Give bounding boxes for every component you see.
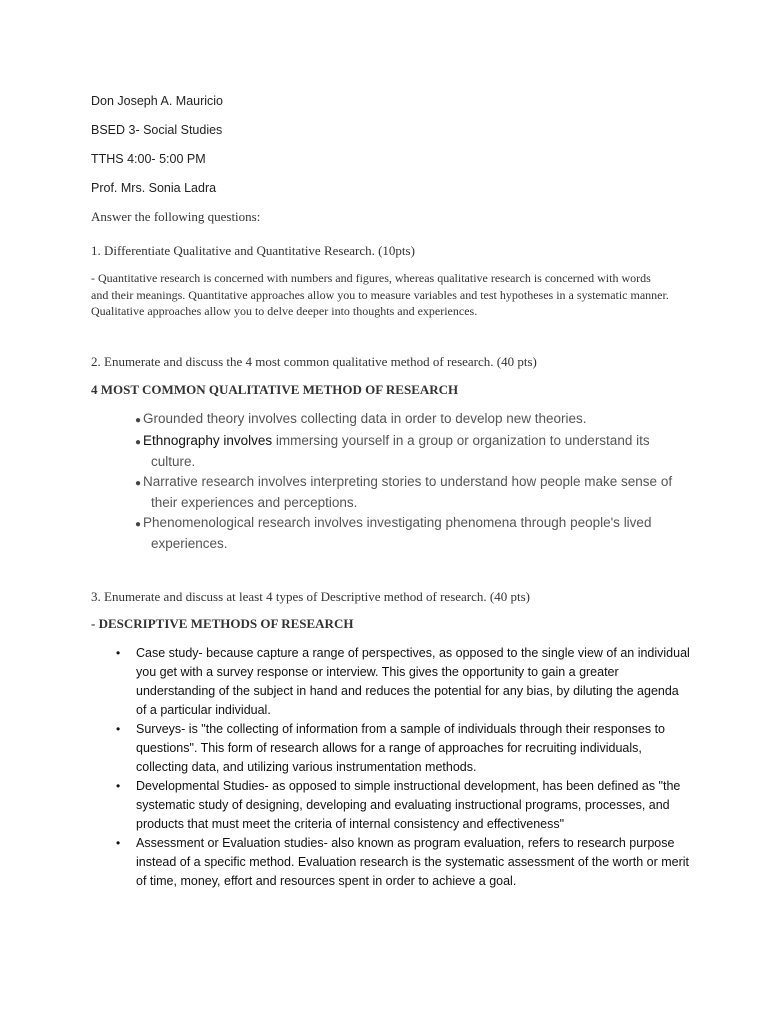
course-section: BSED 3- Social Studies — [91, 123, 223, 137]
question-3: 3. Enumerate and discuss at least 4 types of Descriptive method of research. (40 pts) — [91, 589, 530, 604]
descriptive-methods-list — [116, 644, 691, 891]
student-name: Don Joseph A. Mauricio — [91, 94, 224, 108]
bullet-icon: • — [116, 646, 121, 660]
list-item: ● Phenomenological research involves investigating phenomena through people's lived experiences. — [135, 514, 652, 551]
list-item: ● Narrative research involves interpreting stories to understand how people make sense of their experiences and perceptions. — [135, 473, 673, 510]
bullet-icon: ● — [135, 477, 142, 489]
class-schedule: TTHS 4:00- 5:00 PM — [91, 152, 206, 166]
question-2: 2. Enumerate and discuss the 4 most common qualitative method of research. (40 pts) — [91, 354, 537, 369]
answer-1: - Quantitative research is concerned with numbers and figures, whereas qualitative research is concerned with words and their meanings. Quantitative approaches allow you to measure variables and test hypotheses in a systematic manner. Qualitative approaches allow you to delve deeper into thoughts and experiences. — [91, 271, 669, 318]
list-item: ● Grounded theory involves collecting data in order to develop new theories. — [135, 411, 587, 426]
instruction-text: Answer the following questions: — [91, 209, 261, 224]
bullet-icon: • — [116, 779, 121, 793]
qualitative-methods-list — [127, 409, 687, 554]
bullet-icon: ● — [135, 436, 142, 448]
question-1: 1. Differentiate Qualitative and Quantitative Research. (10pts) — [91, 243, 415, 258]
list-item: • Developmental Studies- as opposed to simple instructional development, has been defined as "the systematic study of designing, developing and evaluating instructional programs, processes, and products that must meet the criteria of internal consistency and effectiveness" — [116, 779, 681, 831]
list-item: ● Ethnography involves immersing yourself in a group or organization to understand its culture. — [135, 432, 650, 469]
bullet-icon: • — [116, 836, 121, 850]
qualitative-heading: 4 MOST COMMON QUALITATIVE METHOD OF RESEARCH — [91, 382, 459, 397]
bullet-icon: • — [116, 722, 121, 736]
descriptive-heading: - DESCRIPTIVE METHODS OF RESEARCH — [91, 616, 354, 631]
professor-name: Prof. Mrs. Sonia Ladra — [91, 181, 217, 195]
bullet-icon: ● — [135, 415, 142, 426]
list-item: • Assessment or Evaluation studies- also known as program evaluation, refers to research purpose instead of a specific method. Evaluation research is the systematic assessment of the worth or merit of time, money, effort and resources spent in order to achieve a goal. — [116, 836, 690, 888]
list-item: • Case study- because capture a range of perspectives, as opposed to the single view of an individual you get with a survey response or interview. This gives the opportunity to gain a greater understanding of the subject in hand and reduces the potential for any bias, by diluting the agenda of a particular individual. — [116, 646, 690, 717]
bullet-icon: ● — [135, 518, 142, 530]
list-item: • Surveys- is "the collecting of information from a sample of individuals through their responses to questions". This form of research allows for a range of approaches for recruiting individuals, collecting data, and utilizing various instrumentation methods. — [116, 722, 665, 774]
